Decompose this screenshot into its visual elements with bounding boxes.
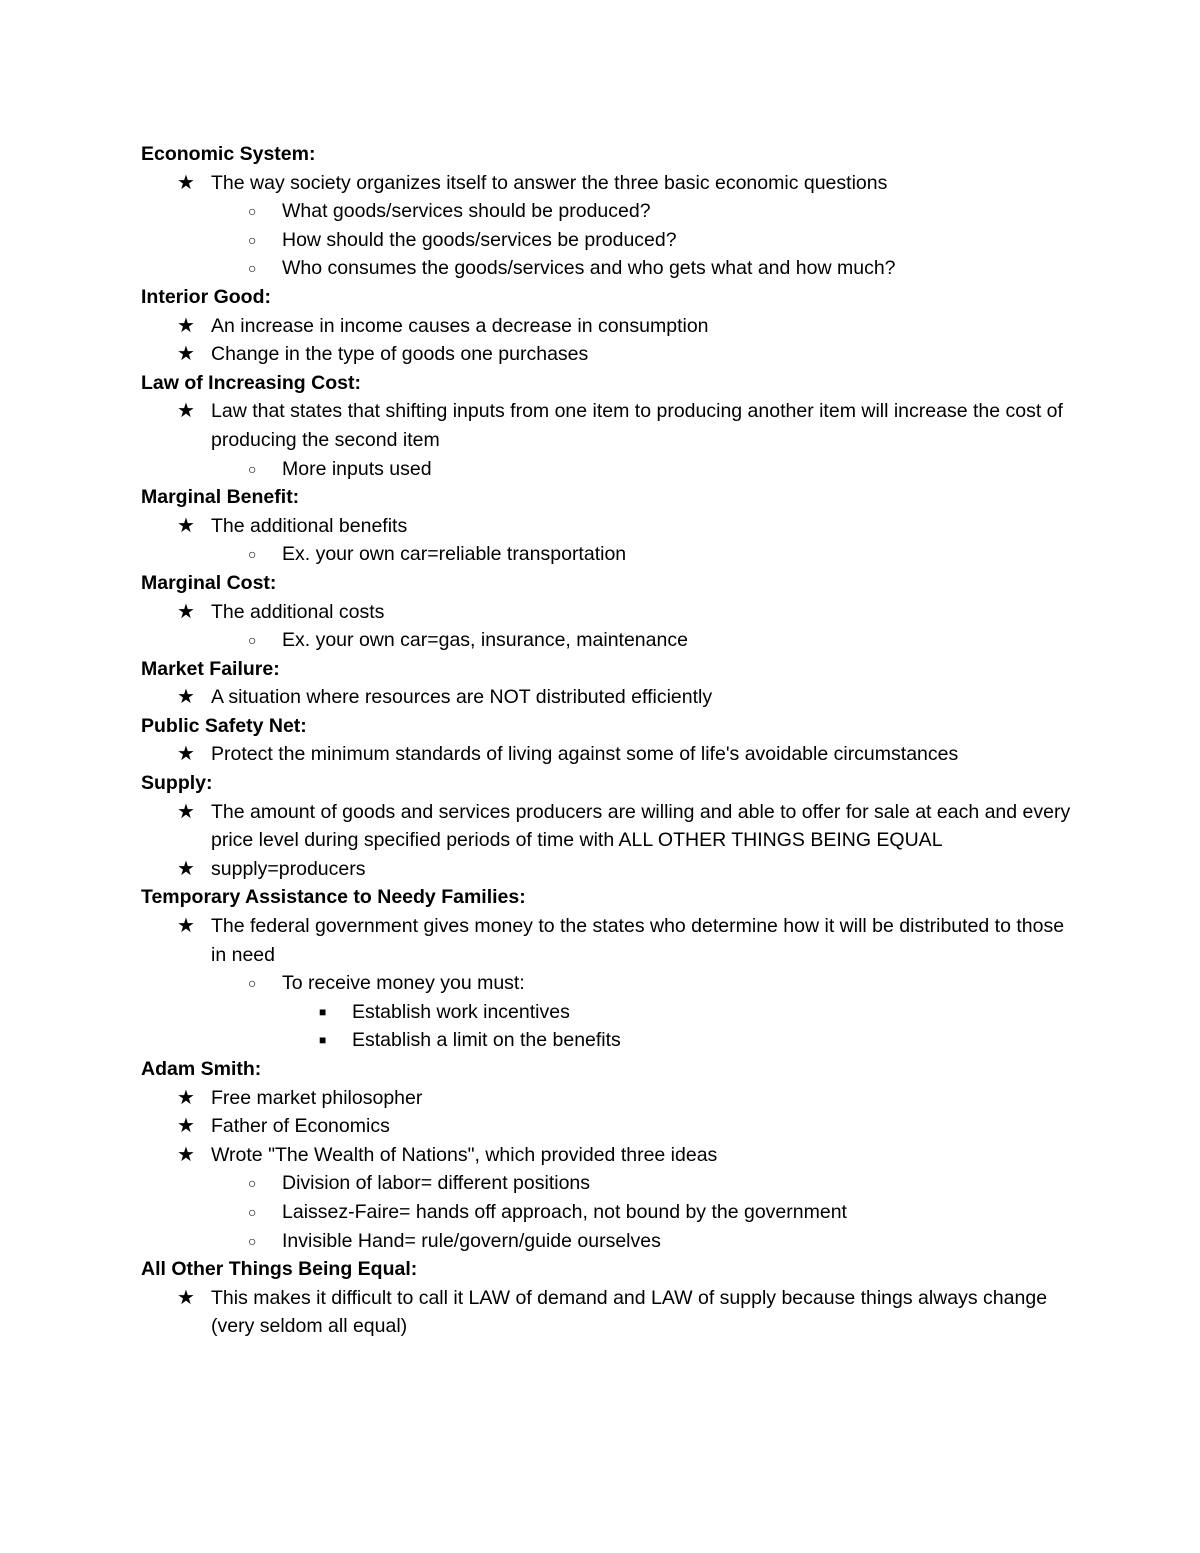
section-market-failure [141,655,1081,712]
list-item-text: Wrote "The Wealth of Nations", which provided three ideas [211,1143,718,1166]
list-item-text: How should the goods/services be produced? [282,228,677,251]
term-heading: All Other Things Being Equal: [141,1258,418,1281]
circle-bullet-icon: ○ [248,460,257,477]
star-bullet-icon: ★ [177,1143,195,1166]
list-item-text: The way society organizes itself to answer the three basic economic questions [211,171,888,194]
square-bullet-icon: ■ [319,1004,327,1019]
section-interior-good [141,283,1081,369]
term-heading: Supply: [141,772,213,795]
circle-bullet-icon: ○ [248,632,257,649]
circle-bullet-icon: ○ [248,975,257,992]
star-bullet-icon: ★ [177,857,195,880]
list-item-text: Division of labor= different positions [282,1172,591,1195]
list-item-text: A situation where resources are NOT distributed efficiently [211,686,713,709]
section-marginal-benefit [141,483,1081,569]
list-item [141,512,1081,541]
list-item [141,598,1081,627]
star-bullet-icon: ★ [177,1115,195,1138]
section-marginal-cost [141,569,1081,655]
list-item-text: Protect the minimum standards of living against some of life's avoidable circumstances [211,743,959,766]
list-item [141,1084,1081,1113]
star-bullet-icon: ★ [177,514,195,537]
list-item [141,1026,1081,1055]
list-item [141,226,1081,255]
square-bullet-icon: ■ [319,1033,327,1048]
term-heading: Temporary Assistance to Needy Families: [141,886,526,909]
list-item-text: Ex. your own car=gas, insurance, maintenance [282,629,688,652]
document-page [141,140,1081,1341]
list-item-text: Establish work incentives [352,1000,570,1023]
list-item [141,1112,1081,1141]
list-item-text: Who consumes the goods/services and who gets what and how much? [282,257,896,280]
term-heading: Adam Smith: [141,1058,262,1080]
list-item-text: Invisible Hand= rule/govern/guide ourselves [282,1229,661,1252]
star-bullet-icon: ★ [177,686,195,709]
list-item [141,740,1081,769]
list-item [141,254,1081,283]
list-item [141,855,1081,884]
circle-bullet-icon: ○ [248,1203,257,1220]
star-bullet-icon: ★ [177,343,195,366]
list-item [141,169,1081,198]
circle-bullet-icon: ○ [248,203,257,220]
circle-bullet-icon: ○ [248,1232,257,1249]
term-heading: Public Safety Net: [141,714,307,737]
star-bullet-icon: ★ [177,314,195,337]
list-item-text: The additional benefits [211,514,408,537]
list-item [141,1141,1081,1170]
list-item-text: Laissez-Faire= hands off approach, not bound by the government [282,1200,847,1223]
list-item-text: The additional costs [211,600,385,623]
star-bullet-icon: ★ [177,915,195,938]
list-item-text: Change in the type of goods one purchases [211,343,589,366]
list-item [141,1284,1081,1341]
circle-bullet-icon: ○ [248,1175,257,1192]
star-bullet-icon: ★ [177,600,195,623]
section-temporary-assistance-to-needy-families [141,883,1081,1055]
list-item [141,969,1081,998]
section-adam-smith [141,1055,1081,1255]
list-item-text: Establish a limit on the benefits [352,1029,621,1052]
list-item-text: The amount of goods and services producers are willing and able to offer for sale at each and every price level during specified periods of time with ALL OTHER THINGS BEING EQUAL [211,800,1071,852]
list-item [141,540,1081,569]
list-item-text: More inputs used [282,457,432,480]
term-heading: Economic System: [141,143,316,165]
section-public-safety-net [141,712,1081,769]
star-bullet-icon: ★ [177,171,195,194]
list-item [141,397,1081,454]
list-item-text: Father of Economics [211,1115,390,1138]
term-heading: Market Failure: [141,657,280,680]
list-item [141,998,1081,1027]
list-item-text: Law that states that shifting inputs from one item to producing another item will increase the cost of producing the second item [211,400,1063,451]
list-item-text: What goods/services should be produced? [282,200,651,223]
star-bullet-icon: ★ [177,1086,195,1109]
list-item [141,683,1081,712]
list-item [141,1198,1081,1227]
circle-bullet-icon: ○ [248,231,257,248]
list-item [141,455,1081,484]
list-item-text: This makes it difficult to call it LAW of demand and LAW of supply because things always change (very seldom all equal) [211,1286,1048,1338]
term-heading: Marginal Cost: [141,571,277,594]
list-item [141,912,1081,969]
list-item [141,1169,1081,1198]
list-item-text: The federal government gives money to the states who determine how it will be distributed to those in need [211,915,1065,966]
list-item [141,312,1081,341]
section-all-other-things-being-equal [141,1255,1081,1341]
list-item [141,1227,1081,1256]
term-heading: Marginal Benefit: [141,486,300,509]
list-item-text: To receive money you must: [282,972,525,995]
term-heading: Interior Good: [141,285,271,308]
list-item-text: Free market philosopher [211,1086,423,1109]
list-item [141,197,1081,226]
section-law-of-increasing-cost [141,369,1081,483]
list-item-text: supply=producers [211,857,366,880]
star-bullet-icon: ★ [177,1286,195,1309]
list-item [141,340,1081,369]
circle-bullet-icon: ○ [248,260,257,277]
star-bullet-icon: ★ [177,400,195,423]
list-item-text: An increase in income causes a decrease in consumption [211,314,709,337]
term-heading: Law of Increasing Cost: [141,371,361,394]
list-item-text: Ex. your own car=reliable transportation [282,543,627,566]
section-economic-system [141,140,1081,283]
star-bullet-icon: ★ [177,743,195,766]
circle-bullet-icon: ○ [248,546,257,563]
section-supply [141,769,1081,883]
star-bullet-icon: ★ [177,800,195,823]
list-item [141,798,1081,855]
list-item [141,626,1081,655]
